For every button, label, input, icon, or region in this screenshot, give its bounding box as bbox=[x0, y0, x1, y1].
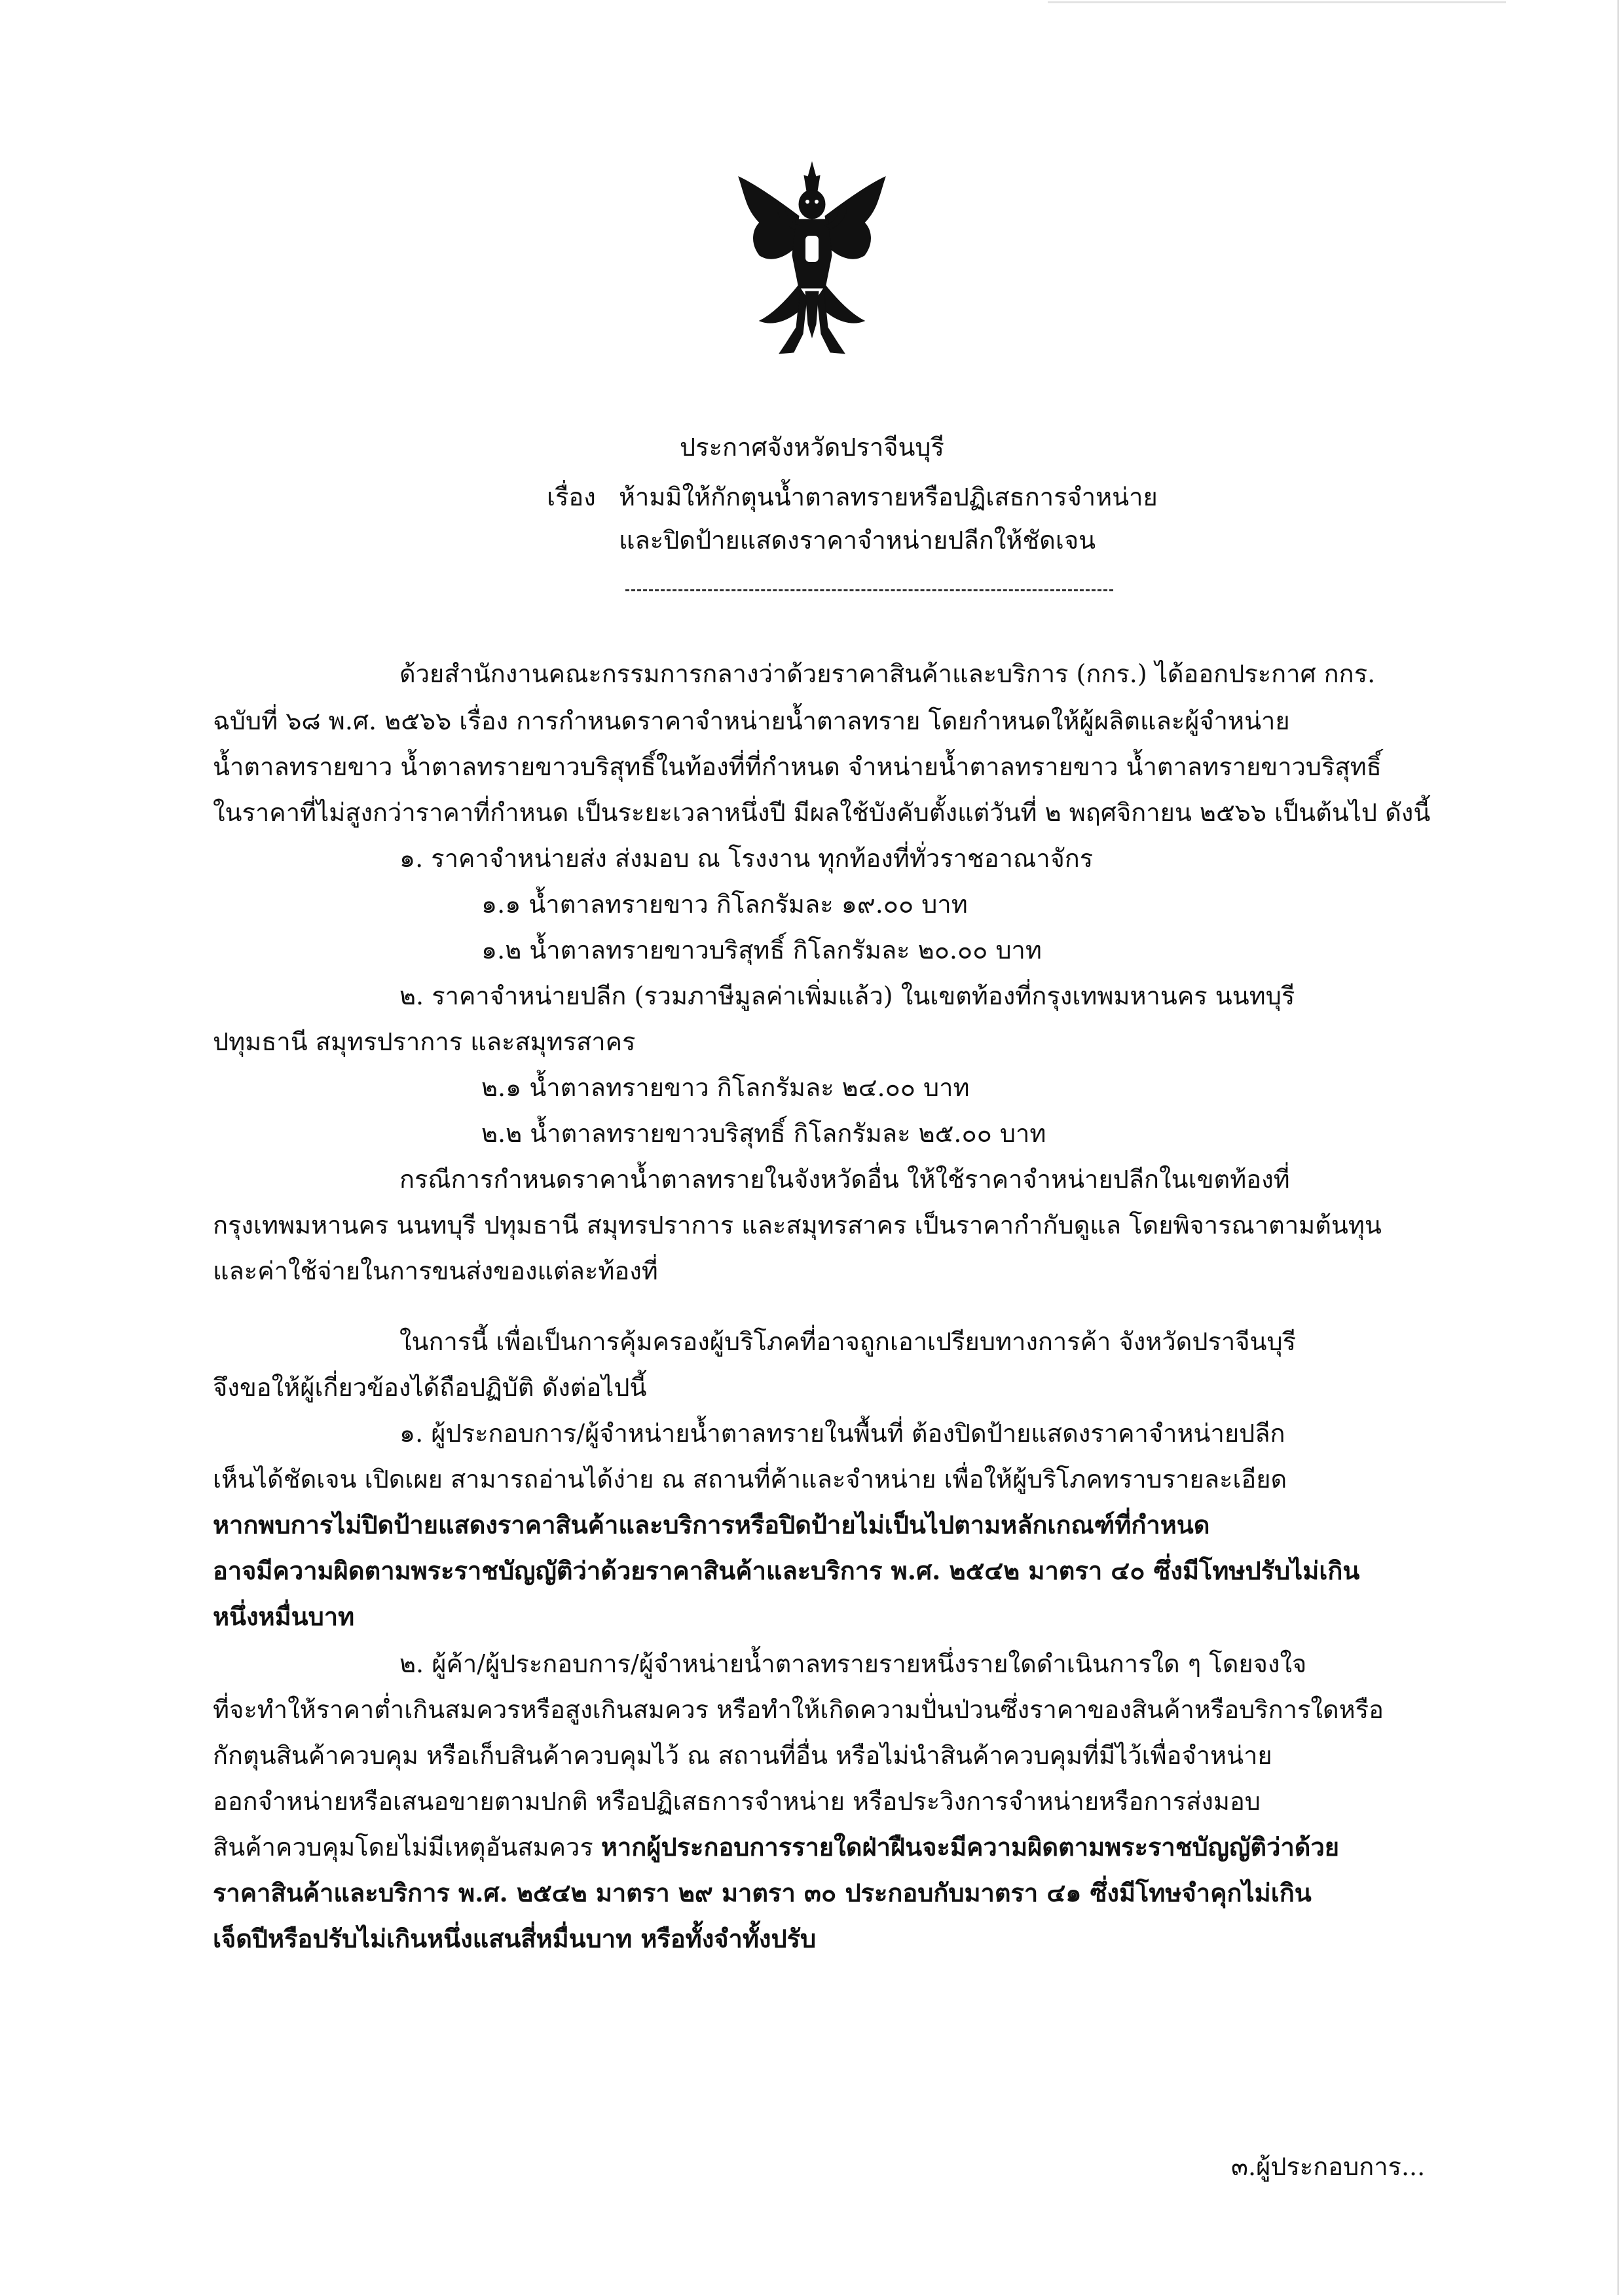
list-item: ๑. ราคาจำหน่ายส่ง ส่งมอบ ณ โรงงาน ทุกท้องที่ทั่วราชอาณาจักร bbox=[399, 844, 1094, 873]
paragraph-line: ด้วยสำนักงานคณะกรรมการกลางว่าด้วยราคาสินค้าและบริการ (กกร.) ได้ออกประกาศ กกร. bbox=[399, 659, 1376, 688]
paragraph-line: ๑. ผู้ประกอบการ/ผู้จำหน่ายน้ำตาลทรายในพื้นที่ ต้องปิดป้ายแสดงราคาจำหน่ายปลีก bbox=[399, 1419, 1285, 1448]
paragraph-line-bold: อาจมีความผิดตามพระราชบัญญัติว่าด้วยราคาสินค้าและบริการ พ.ศ. ๒๕๔๒ มาตรา ๔๐ ซึ่งมีโทษปรับไม่เกิน bbox=[213, 1556, 1360, 1585]
list-item: ๒.๑ น้ำตาลทรายขาว กิโลกรัมละ ๒๔.๐๐ บาท bbox=[481, 1073, 970, 1102]
paragraph-line: ในการนี้ เพื่อเป็นการคุ้มครองผู้บริโภคที่อาจถูกเอาเปรียบทางการค้า จังหวัดปราจีนบุรี bbox=[399, 1327, 1297, 1356]
scan-edge-right bbox=[1617, 0, 1619, 2295]
garuda-emblem-icon bbox=[733, 157, 891, 360]
paragraph-line: กรณีการกำหนดราคาน้ำตาลทรายในจังหวัดอื่น ให้ใช้ราคาจำหน่ายปลีกในเขตท้องที่ bbox=[399, 1165, 1290, 1194]
paragraph-segment: สินค้าควบคุมโดยไม่มีเหตุอันสมควร bbox=[213, 1833, 593, 1862]
paragraph-line: ในราคาที่ไม่สูงกว่าราคาที่กำหนด เป็นระยะเวลาหนึ่งปี มีผลใช้บังคับตั้งแต่วันที่ ๒ พฤศจิกายน ๒๕๖๖ เป็นต้นไป ดังนี้ bbox=[213, 798, 1431, 827]
paragraph-line-bold: เจ็ดปีหรือปรับไม่เกินหนึ่งแสนสี่หมื่นบาท หรือทั้งจำทั้งปรับ bbox=[213, 1924, 817, 1953]
paragraph-line: กรุงเทพมหานคร นนทบุรี ปทุมธานี สมุทรปราการ และสมุทรสาคร เป็นราคากำกับดูแล โดยพิจารณาตามต้นทุน bbox=[213, 1211, 1382, 1239]
paragraph-line-bold: หนึ่งหมื่นบาท bbox=[213, 1602, 355, 1631]
paragraph-line: เห็นได้ชัดเจน เปิดเผย สามารถอ่านได้ง่าย ณ สถานที่ค้าและจำหน่าย เพื่อให้ผู้บริโภคทราบรายละเอียด bbox=[213, 1465, 1287, 1494]
list-item: ๒. ราคาจำหน่ายปลีก (รวมภาษีมูลค่าเพิ่มแล้ว) ในเขตท้องที่กรุงเทพมหานคร นนทบุรี bbox=[399, 982, 1295, 1010]
paragraph-line: ออกจำหน่ายหรือเสนอขายตามปกติ หรือปฏิเสธการจำหน่าย หรือประวิงการจำหน่ายหรือการส่งมอบ bbox=[213, 1787, 1261, 1816]
paragraph-line: และค่าใช้จ่ายในการขนส่งของแต่ละท้องที่ bbox=[213, 1257, 658, 1285]
list-item: ๑.๒ น้ำตาลทรายขาวบริสุทธิ์ กิโลกรัมละ ๒๐.๐๐ บาท bbox=[481, 936, 1042, 964]
list-item: ปทุมธานี สมุทรปราการ และสมุทรสาคร bbox=[213, 1027, 636, 1056]
paragraph-line: น้ำตาลทรายขาว น้ำตาลทรายขาวบริสุทธิ์ในท้องที่ที่กำหนด จำหน่ายน้ำตาลทรายขาว น้ำตาลทรายขาวบริสุทธิ์ bbox=[213, 752, 1382, 781]
paragraph-line: ฉบับที่ ๖๘ พ.ศ. ๒๕๖๖ เรื่อง การกำหนดราคาจำหน่ายน้ำตาลทราย โดยกำหนดให้ผู้ผลิตและผู้จำหน่าย bbox=[213, 707, 1290, 735]
paragraph-line bbox=[213, 1832, 1340, 1862]
paragraph-segment-bold: หากผู้ประกอบการรายใดฝ่าฝืนจะมีความผิดตามพระราชบัญญัติว่าด้วย bbox=[600, 1832, 1340, 1862]
paragraph-line: ๒. ผู้ค้า/ผู้ประกอบการ/ผู้จำหน่ายน้ำตาลทรายรายหนึ่งรายใดดำเนินการใด ๆ โดยจงใจ bbox=[399, 1649, 1307, 1678]
subject-line-1: ห้ามมิให้กักตุนน้ำตาลทรายหรือปฏิเสธการจำหน่าย bbox=[619, 483, 1158, 511]
subject-label: เรื่อง bbox=[547, 483, 596, 511]
list-item: ๑.๑ น้ำตาลทรายขาว กิโลกรัมละ ๑๙.๐๐ บาท bbox=[481, 890, 968, 919]
paragraph-line-bold: หากพบการไม่ปิดป้ายแสดงราคาสินค้าและบริการหรือปิดป้ายไม่เป็นไปตามหลักเกณฑ์ที่กำหนด bbox=[213, 1510, 1210, 1539]
scan-edge-top bbox=[1048, 1, 1506, 3]
paragraph-line: กักตุนสินค้าควบคุม หรือเก็บสินค้าควบคุมไว้ ณ สถานที่อื่น หรือไม่นำสินค้าควบคุมที่มีไว้เพื่อจำหน่าย bbox=[213, 1741, 1272, 1770]
paragraph-line-bold: ราคาสินค้าและบริการ พ.ศ. ๒๕๔๒ มาตรา ๒๙ มาตรา ๓๐ ประกอบกับมาตรา ๔๑ ซึ่งมีโทษจำคุกไม่เกิน bbox=[213, 1878, 1312, 1907]
document-title: ประกาศจังหวัดปราจีนบุรี bbox=[680, 433, 944, 462]
header-divider bbox=[625, 589, 1113, 591]
paragraph-line: จึงขอให้ผู้เกี่ยวข้องได้ถือปฏิบัติ ดังต่อไปนี้ bbox=[213, 1373, 647, 1402]
continuation-note: ๓.ผู้ประกอบการ... bbox=[1231, 2152, 1426, 2181]
list-item: ๒.๒ น้ำตาลทรายขาวบริสุทธิ์ กิโลกรัมละ ๒๕.๐๐ บาท bbox=[481, 1119, 1046, 1148]
subject-line-2: และปิดป้ายแสดงราคาจำหน่ายปลีกให้ชัดเจน bbox=[619, 526, 1096, 555]
paragraph-line: ที่จะทำให้ราคาต่ำเกินสมควรหรือสูงเกินสมควร หรือทำให้เกิดความปั่นป่วนซึ่งราคาของสินค้าหรือบริการใดหรือ bbox=[213, 1695, 1384, 1724]
